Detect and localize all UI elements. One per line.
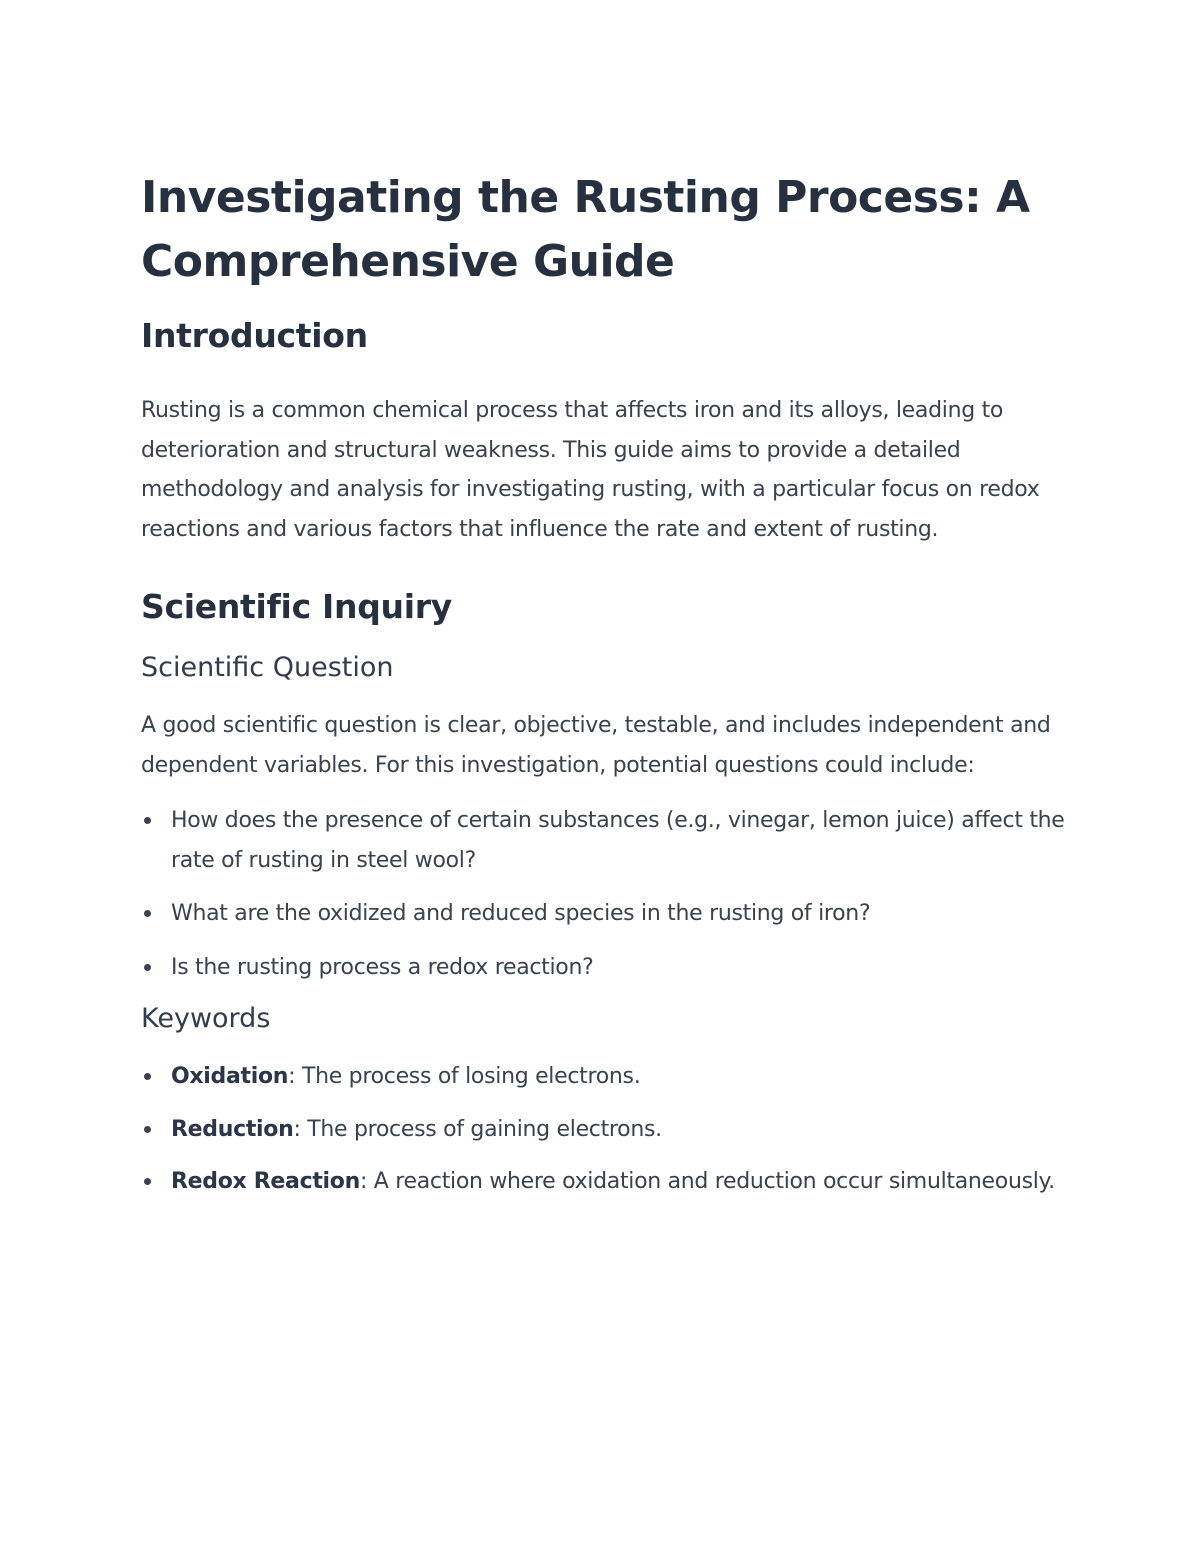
introduction-paragraph: Rusting is a common chemical process that affects iron and its alloys, leading to deterioration and structural weakness. This guide aims to provide a detailed methodology and analysis for investigating rusting, with a particular focus on redox reactions and various factors that influence the rate and extent of rusting. (141, 398, 1040, 542)
keyword-item (141, 1162, 1066, 1202)
keywords-heading: Keywords (141, 1003, 271, 1034)
keyword-term: Reduction (171, 1116, 294, 1142)
keyword-definition: : The process of gaining electrons. (293, 1116, 662, 1142)
scientific-question-paragraph: A good scientific question is clear, objective, testable, and includes independent and dependent variables. For this investigation, potential questions could include: (141, 713, 1051, 778)
keyword-term: Redox Reaction (171, 1169, 360, 1194)
keywords-list (141, 1057, 1066, 1202)
bullet-icon (144, 1178, 151, 1185)
questions-list (141, 801, 1066, 987)
keyword-item (141, 1110, 1066, 1150)
list-item-text: How does the presence of certain substances (e.g., vinegar, lemon juice) affect the rate of rusting in steel wool? (171, 808, 1065, 873)
bullet-icon (144, 1126, 151, 1133)
list-item (141, 948, 1066, 988)
keyword-term: Oxidation (171, 1064, 289, 1089)
bullet-icon (144, 910, 151, 917)
list-item-text: Is the rusting process a redox reaction? (171, 954, 594, 980)
document-title: Investigating the Rusting Process: A Comprehensive Guide (141, 172, 1030, 287)
bullet-icon (144, 964, 151, 971)
keyword-definition: : A reaction where oxidation and reduction occur simultaneously. (359, 1169, 1055, 1194)
keyword-item (141, 1057, 1066, 1097)
list-item-text: What are the oxidized and reduced species in the rusting of iron? (171, 901, 871, 926)
keyword-definition: : The process of losing electrons. (288, 1064, 641, 1089)
scientific-inquiry-heading: Scientific Inquiry (141, 587, 452, 626)
list-item (141, 894, 1066, 934)
introduction-heading: Introduction (141, 316, 368, 355)
document-page (141, 166, 1066, 1215)
bullet-icon (144, 1073, 151, 1080)
bullet-icon (144, 817, 151, 824)
list-item (141, 801, 1066, 880)
scientific-question-heading: Scientific Question (141, 652, 394, 683)
